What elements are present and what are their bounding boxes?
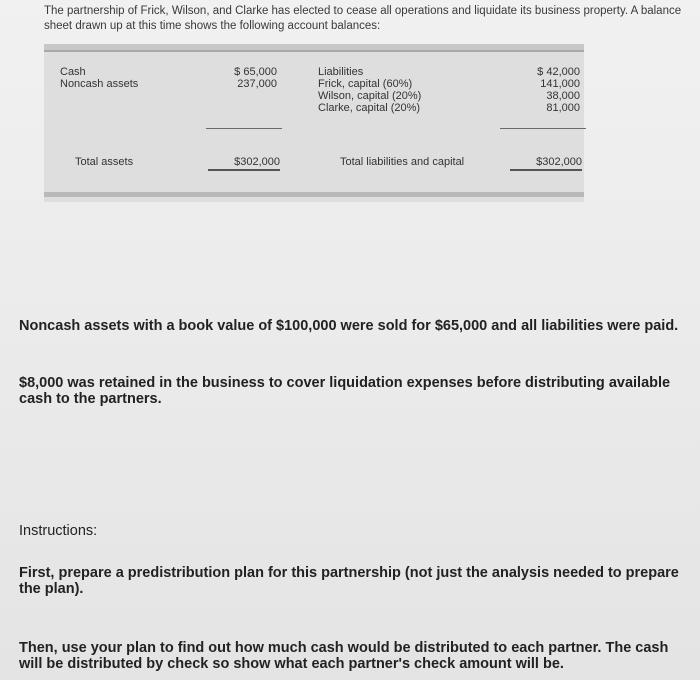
assets-subtotal-rule bbox=[206, 128, 282, 129]
problem-intro: The partnership of Frick, Wilson, and Clarke has elected to cease all operations and liquidate its business property. A balance sheet drawn up at this time shows the following account balances: bbox=[44, 5, 682, 32]
first-instruction: First, prepare a predistribution plan for this partnership (not just the analysis needed to prepare the plan). bbox=[19, 565, 679, 597]
retained-paragraph: $8,000 was retained in the business to cover liquidation expenses before distributing available cash to the partners. bbox=[19, 375, 671, 407]
instructions-label: Instructions: bbox=[19, 523, 98, 539]
then-instruction: Then, use your plan to find out how much cash would be distributed to each partner. The cash will be distributed by check so show what each partner's check amount will be. bbox=[19, 640, 669, 672]
liab-label-frick: Frick, capital (60%) bbox=[318, 78, 413, 90]
liab-label-clarke: Clarke, capital (20%) bbox=[318, 102, 421, 114]
asset-value-cash: $ 65,000 bbox=[234, 66, 277, 78]
table-bottom-rule bbox=[44, 192, 584, 197]
total-assets-label: Total assets bbox=[75, 156, 134, 168]
liab-value-frick: 141,000 bbox=[540, 78, 580, 90]
total-assets-value: $302,000 bbox=[208, 156, 280, 171]
asset-label-cash: Cash bbox=[60, 66, 86, 78]
balance-sheet-table bbox=[44, 50, 584, 202]
total-liab-value: $302,000 bbox=[510, 156, 582, 171]
liab-value-wilson: 38,000 bbox=[546, 90, 580, 102]
total-liab-label: Total liabilities and capital bbox=[340, 156, 465, 168]
asset-label-noncash: Noncash assets bbox=[60, 78, 139, 90]
liab-label-liabilities: Liabilities bbox=[318, 66, 364, 78]
liab-value-liabilities: $ 42,000 bbox=[537, 66, 580, 78]
liab-label-wilson: Wilson, capital (20%) bbox=[318, 90, 422, 102]
asset-value-noncash: 237,000 bbox=[237, 78, 277, 90]
liab-value-clarke: 81,000 bbox=[546, 102, 580, 114]
sale-paragraph: Noncash assets with a book value of $100,000 were sold for $65,000 and all liabilities were paid. bbox=[19, 318, 679, 334]
liab-subtotal-rule bbox=[500, 128, 586, 129]
